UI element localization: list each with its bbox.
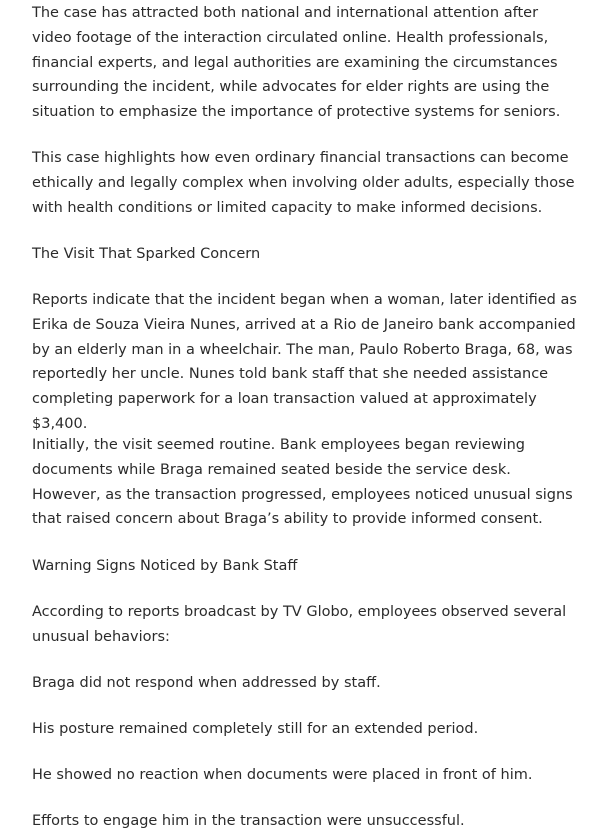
section-heading-visit: The Visit That Sparked Concern bbox=[32, 246, 261, 262]
paragraph-highlight: This case highlights how even ordinary financial transactions can become ethically and legally complex when involving older adults, especially those with health conditions or limited capacity to make informed decisions. bbox=[32, 150, 575, 216]
list-item-posture: His posture remained completely still for an extended period. bbox=[32, 721, 479, 737]
list-item-unsuccessful: Efforts to engage him in the transaction were unsuccessful. bbox=[32, 813, 465, 829]
paragraph-reports: According to reports broadcast by TV Globo, employees observed several unusual behaviors: bbox=[32, 604, 567, 645]
paragraph-incident: Reports indicate that the incident began when a woman, later identified as Erika de Souza Vieira Nunes, arrived at a Rio de Janeiro bank accompanied by an elderly man in a wheelchair. The man, Paulo Roberto Braga, 68, was reportedly her uncle. Nunes told bank staff that she needed assistance completing paperwork for a loan transaction valued at approximately $3,400. bbox=[32, 292, 577, 432]
section-heading-warning-signs: Warning Signs Noticed by Bank Staff bbox=[32, 558, 298, 574]
paragraph-initial-visit: Initially, the visit seemed routine. Bank employees began reviewing documents while Braga remained seated beside the service desk. However, as the transaction progressed, employees noticed unusual signs that raised concern about Braga’s ability to provide informed consent. bbox=[32, 437, 573, 528]
list-item-no-response: Braga did not respond when addressed by staff. bbox=[32, 675, 381, 691]
list-item-no-reaction: He showed no reaction when documents were placed in front of him. bbox=[32, 767, 533, 783]
paragraph-intro: The case has attracted both national and international attention after video footage of the interaction circulated online. Health professionals, financial experts, and legal authorities are examining the circumstances surrounding the incident, while advocates for elder rights are using the situation to emphasize the importance of protective systems for seniors. bbox=[32, 5, 561, 121]
